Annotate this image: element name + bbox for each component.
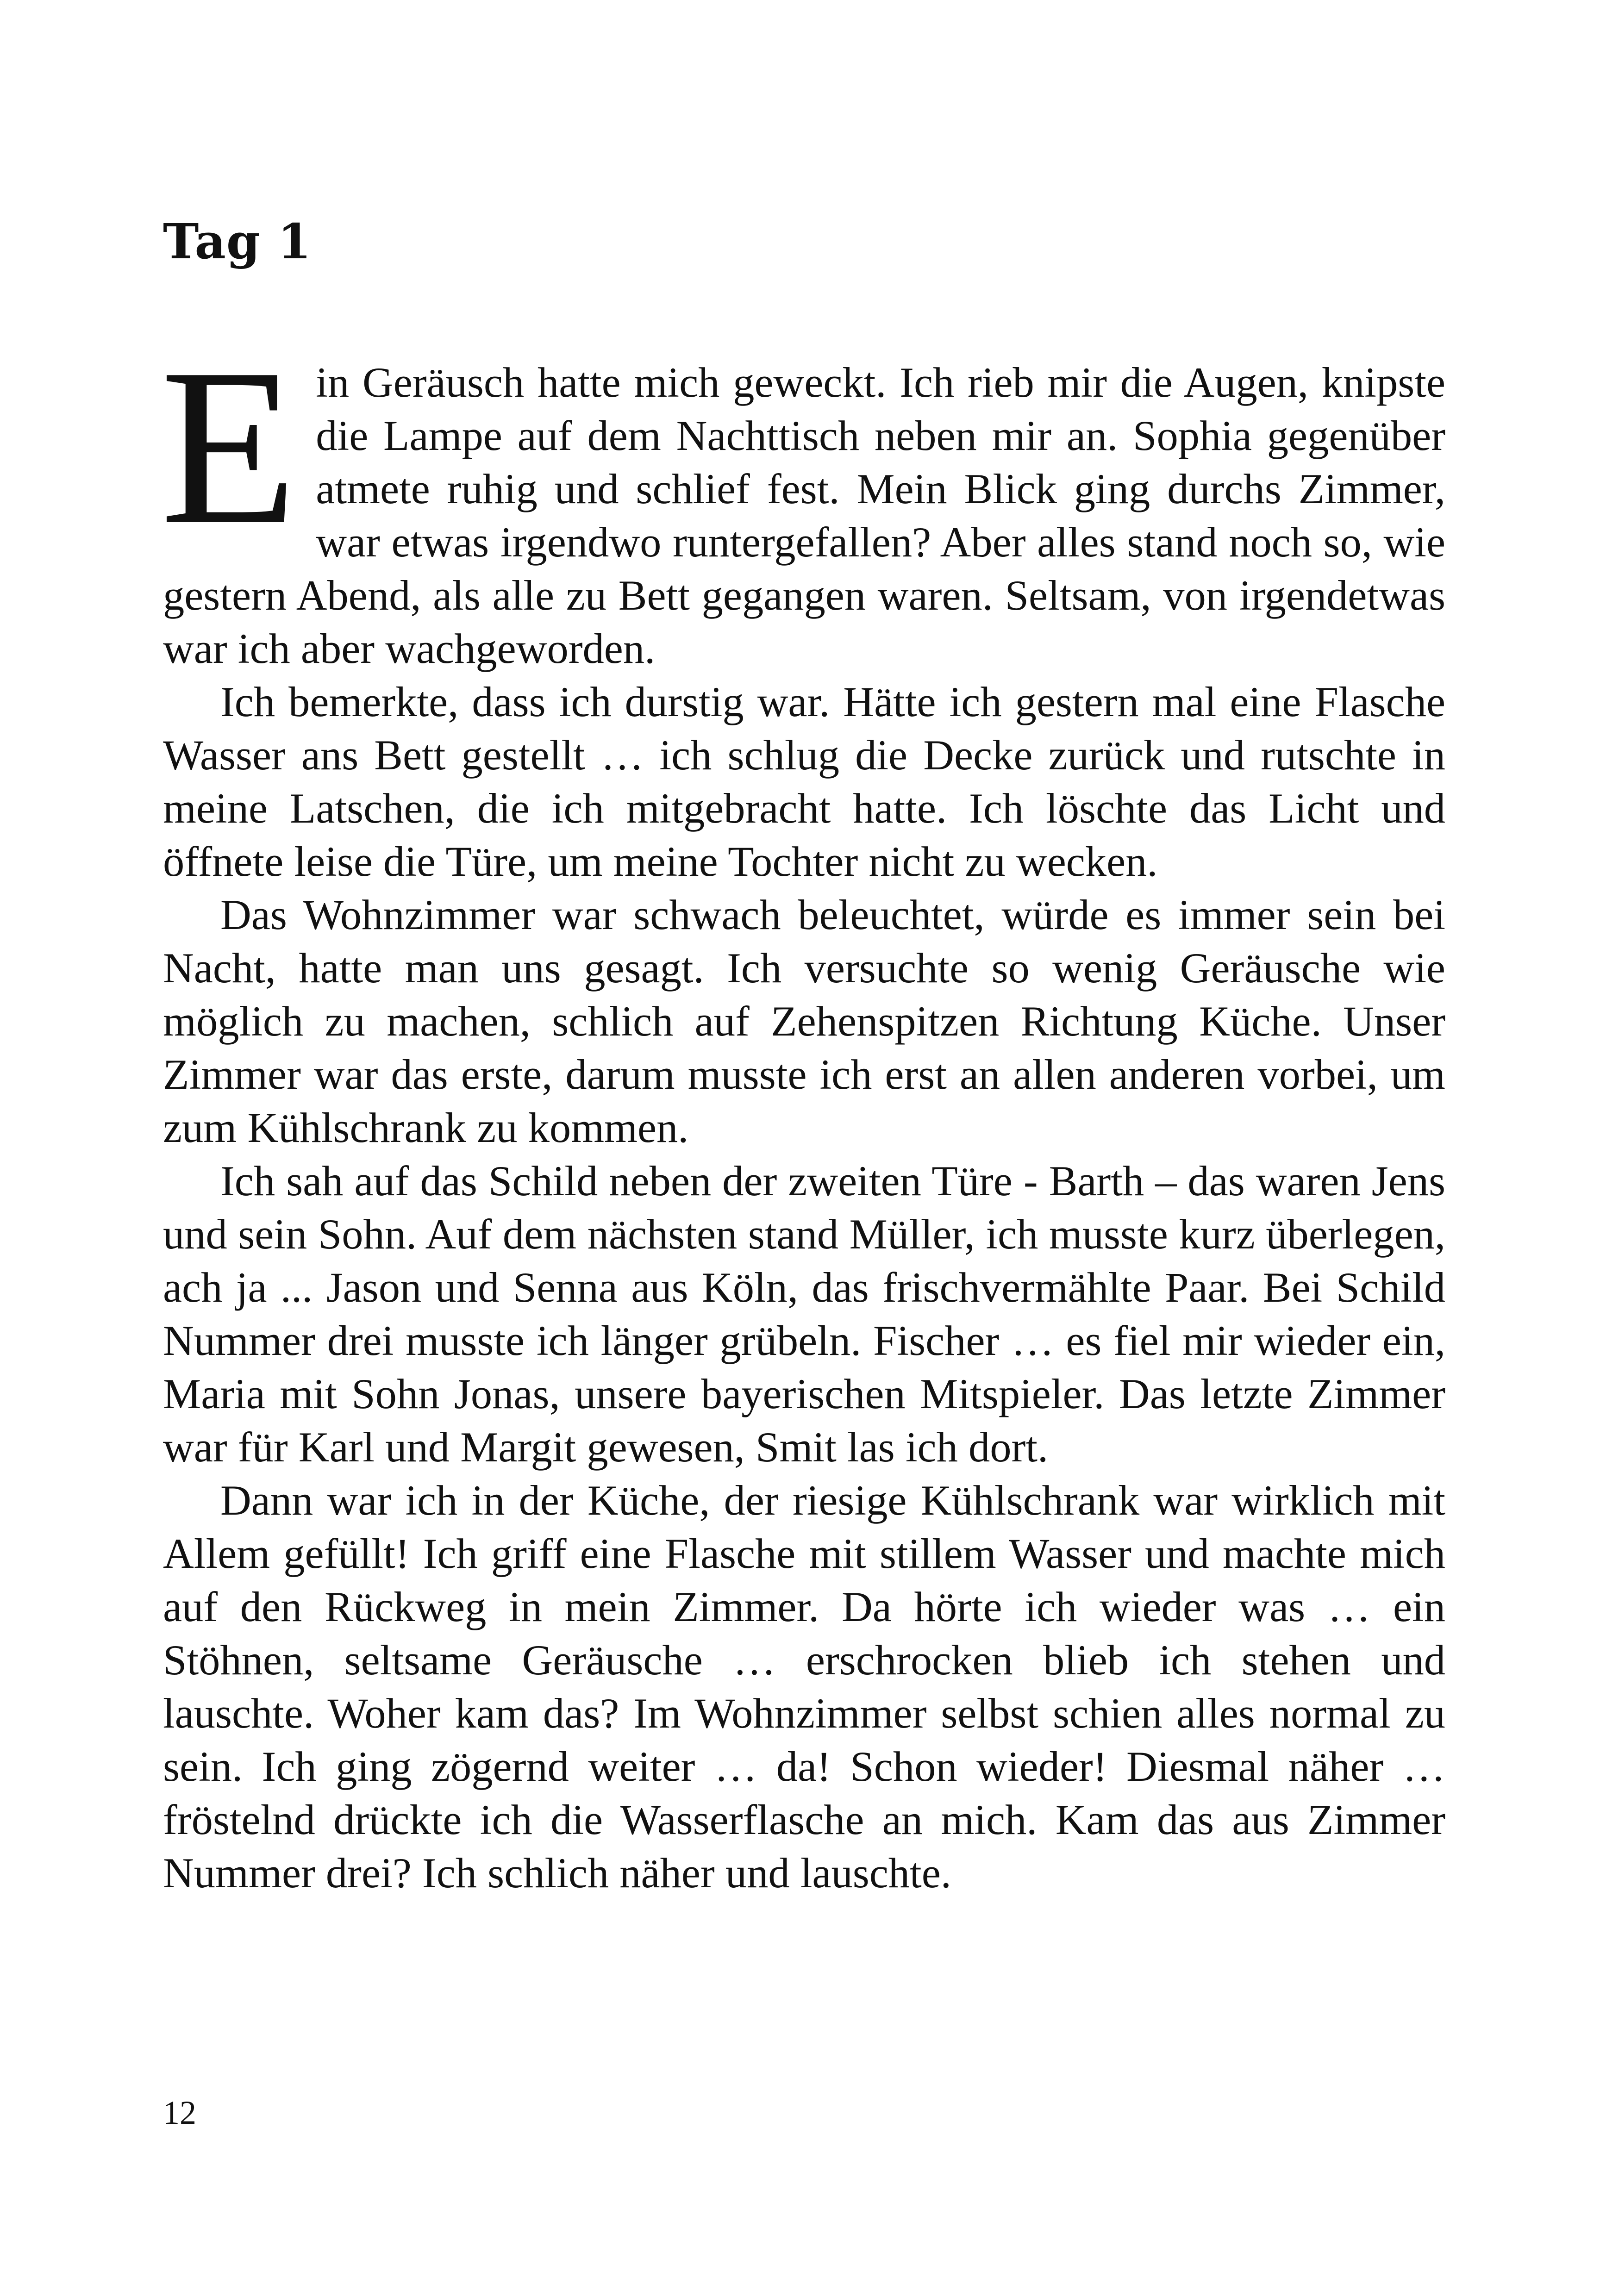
paragraph-1-text: in Geräusch hatte mich geweckt. Ich rieb mir die Augen, knipste die Lampe auf dem Nachttisch neben mir an. Sophia gegenüber atmete ruhig und schlief fest. Mein Blick ging durchs Zimmer, war etwas irgendwo runtergefallen? Aber alles stand noch so, wie gestern Abend, als alle zu Bett gegangen waren. Seltsam, von irgendetwas war ich aber wachgeworden. [163, 359, 1445, 673]
paragraph-4: Ich sah auf das Schild neben der zweiten Türe - Barth – das waren Jens und sein Sohn. Auf dem nächsten stand Müller, ich musste kurz überlegen, ach ja ... Jason und Senna aus Köln, das frischvermählte Paar. Bei Schild Nummer drei musste ich länger grübeln. Fischer … es fiel mir wieder ein, Maria mit Sohn Jonas, unsere bayerischen Mitspieler. Das letzte Zimmer war für Karl und Margit gewesen, Smit las ich dort. [163, 1158, 1445, 1471]
paragraph-3: Das Wohnzimmer war schwach beleuchtet, würde es immer sein bei Nacht, hatte man uns gesagt. Ich versuchte so wenig Geräusche wie möglich zu machen, schlich auf Zehenspitzen Richtung Küche. Unser Zimmer war das erste, darum musste ich erst an allen anderen vorbei, um zum Kühlschrank zu kommen. [163, 892, 1445, 1152]
paragraph-1 [160, 322, 1445, 676]
paragraph-2: Ich bemerkte, dass ich durstig war. Hätte ich gestern mal eine Flasche Wasser ans Bett gestellt … ich schlug die Decke zurück und rutschte in meine Latschen, die ich mitgebracht hatte. Ich löschte das Licht und öffnete leise die Türe, um meine Tochter nicht zu wecken. [163, 679, 1445, 886]
page-number: 12 [163, 2094, 196, 2131]
body-text [160, 322, 1445, 1900]
paragraph-5: Dann war ich in der Küche, der riesige Kühlschrank war wirklich mit Allem gefüllt! Ich griff eine Flasche mit stillem Wasser und machte mich auf den Rückweg in mein Zimmer. Da hörte ich wieder was … ein Stöhnen, seltsame Geräusche … erschrocken blieb ich stehen und lauschte. Woher kam das? Im Wohnzimmer selbst schien alles normal zu sein. Ich ging zögernd weiter … da! Schon wieder! Diesmal näher … fröstelnd drückte ich die Wasserflasche an mich. Kam das aus Zimmer Nummer drei? Ich schlich näher und lauschte. [163, 1477, 1445, 1897]
chapter-title: Tag 1 [163, 213, 312, 270]
drop-cap: E [160, 322, 298, 571]
